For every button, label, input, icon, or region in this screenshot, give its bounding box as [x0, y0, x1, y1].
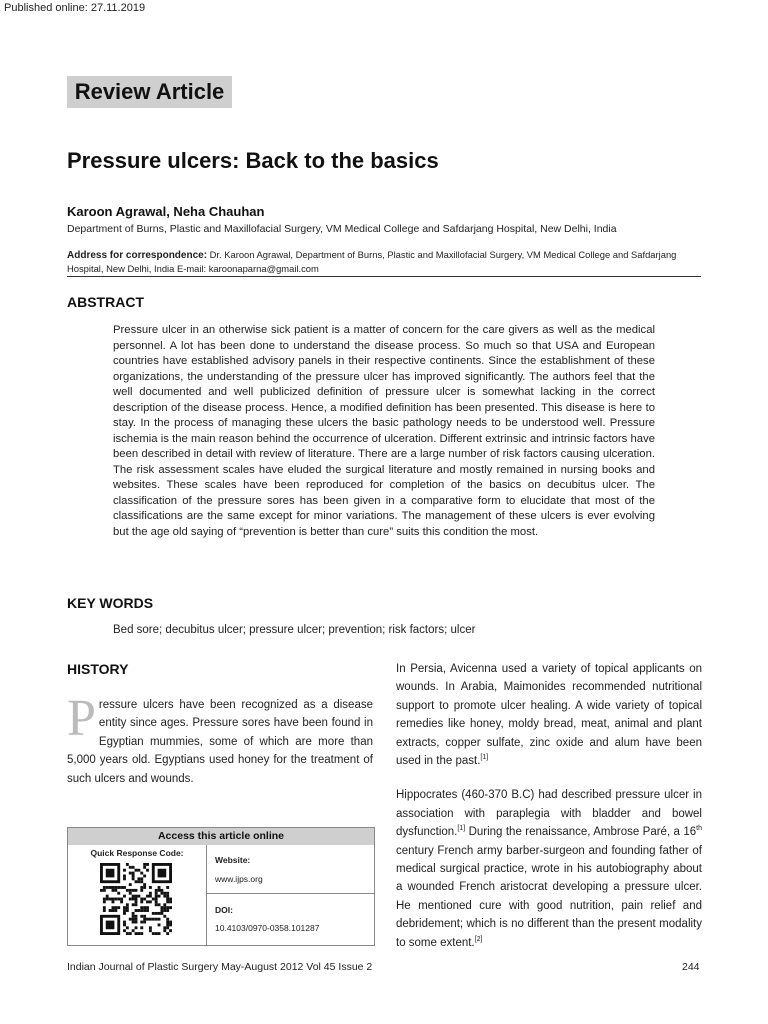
access-article-box — [67, 827, 375, 946]
website-cell — [207, 845, 374, 945]
history-heading: HISTORY — [67, 661, 129, 677]
cell-divider — [207, 893, 374, 894]
history-paragraph — [67, 690, 373, 788]
keywords-heading: KEY WORDS — [67, 595, 154, 611]
published-date: Published online: 27.11.2019 — [4, 2, 146, 14]
page-number: 244 — [682, 961, 700, 973]
access-box-heading: Access this article online — [68, 828, 374, 845]
right-p2-text-c: century French army barber-surgeon and founding father of medical surgical practice, wrote in his autobiography about a wounded French aristocrat developing a pressure ulcer. He mentioned cure with good nutrition, pain relief and debridement; which is no different than the present modality to some extent. — [396, 844, 702, 949]
abstract-heading: ABSTRACT — [67, 294, 144, 310]
keywords-text: Bed sore; decubitus ulcer; pressure ulcer; prevention; risk factors; ulcer — [113, 624, 476, 636]
qr-label: Quick Response Code: — [90, 848, 184, 858]
correspondence-label: Address for correspondence: — [67, 250, 208, 261]
history-paragraph-text: ressure ulcers have been recognized as a disease entity since ages. Pressure sores have been found in Egyptian mummies, some of which are more than 5,000 years old. Egyptians used honey for the treatment of such ulcers and wounds. — [67, 699, 373, 785]
abstract-text: Pressure ulcer in an otherwise sick patient is a matter of concern for the care givers as well as the medical personnel. A lot has been done to understand the disease process. So much so that USA and European countries have established advisory panels in their respective continents. Since the establishment of these organizations, the understanding of the pressure ulcer has improved significantly. The authors feel that the well documented and well publicized definition of pressure ulcer is somewhat lacking in the correct description of the disease process. Hence, a modified definition has been presented. This disease is here to stay. In the process of managing these ulcers the basic pathology needs to be understood well. Pressure ischemia is the main reason behind the occurrence of ulceration. Different extrinsic and intrinsic factors have been described in detail with review of literature. There are a large number of risk factors causing ulceration. The risk assessment scales have eluded the surgical literature and mostly remained in nursing books and websites. These scales have been reproduced for completion of the basics on decubitus ulcer. The classification of the pressure sores has been given in a comparative form to elucidate that most of the classifications are the same except for minor variations. The management of these ulcers is ever evolving but the age old saying of “prevention is better than cure” suits this condition the most. — [113, 324, 655, 538]
citation-ref[interactable]: [1] — [457, 825, 466, 833]
ordinal-suffix: th — [696, 825, 702, 833]
header-divider — [67, 276, 701, 277]
history-paragraph-right-2 — [396, 786, 702, 952]
doi-label: DOI: — [215, 905, 233, 915]
website-link[interactable]: www.ijps.org — [215, 874, 263, 884]
correspondence-text: Dr. Karoon Agrawal, Department of Burns, Plastic and Maxillofacial Surgery, VM Medical College and Safdarjang Hospital, New Delhi, India E-mail: karoonaparna@gmail.com — [67, 249, 677, 274]
citation-ref[interactable]: [1] — [480, 754, 489, 762]
footer-journal: Indian Journal of Plastic Surgery May-August 2012 Vol 45 Issue 2 — [67, 961, 373, 973]
affiliation: Department of Burns, Plastic and Maxillofacial Surgery, VM Medical College and Safdarjang Hospital, New Delhi, India — [67, 223, 617, 235]
right-p2-text-a: Hippocrates (460-370 B.C) had described pressure ulcer in association with paraplegia with bladder and bowel dysfunction. — [396, 789, 702, 839]
correspondence-address — [67, 248, 687, 275]
right-column — [396, 660, 702, 968]
article-title: Pressure ulcers: Back to the basics — [67, 148, 439, 173]
citation-ref[interactable]: [2] — [474, 935, 483, 943]
authors: Karoon Agrawal, Neha Chauhan — [67, 204, 265, 219]
doi-link[interactable]: 10.4103/0970-0358.101287 — [215, 923, 320, 933]
right-p2-text-b: During the renaissance, Ambrose Paré, a 16 — [465, 826, 697, 839]
article-type-label: Review Article — [67, 76, 232, 108]
history-paragraph-right-1 — [396, 660, 702, 770]
right-p1-text: In Persia, Avicenna used a variety of topical applicants on wounds. In Arabia, Maimonides recommended nutritional support to promote ulcer healing. A wide variety of topical remedies like honey, moldy bread, meat, animal and plant extracts, copper sulfate, zinc oxide and alum have been used in the past. — [396, 663, 702, 768]
qr-cell — [68, 845, 207, 945]
qr-code-icon[interactable] — [100, 863, 172, 935]
website-label: Website: — [215, 855, 251, 865]
drop-cap: P — [67, 690, 96, 747]
